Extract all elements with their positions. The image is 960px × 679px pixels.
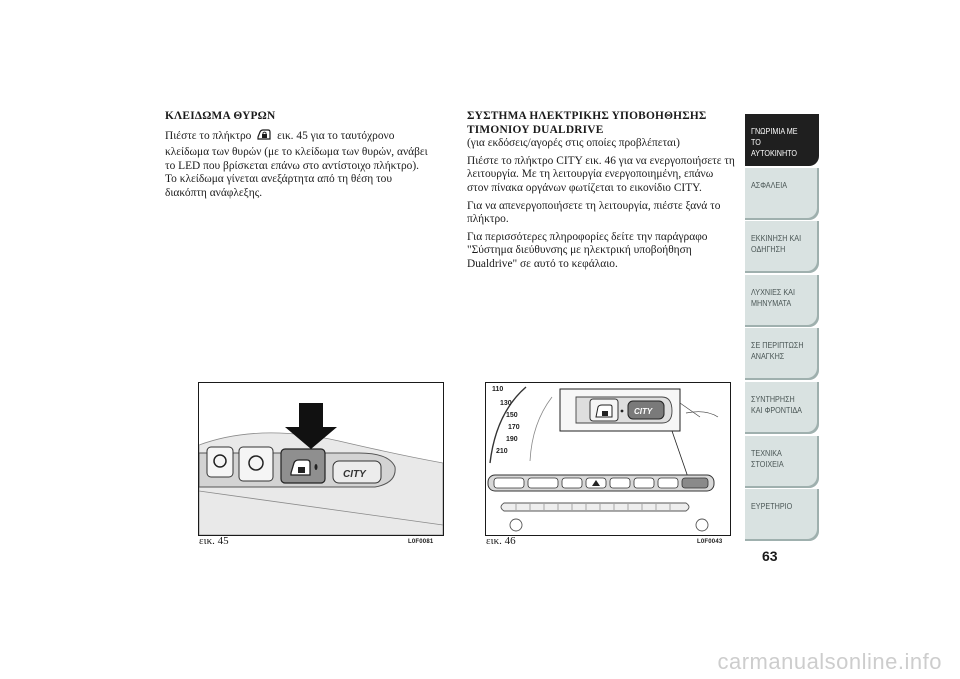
speedo-tick-110: 110	[492, 386, 504, 393]
speedo-tick-170: 170	[508, 424, 520, 431]
figure-46-caption: εικ. 46	[486, 535, 516, 547]
chapter-tab-technical-data[interactable]	[745, 436, 819, 488]
door-lock-text-before: Πιέστε το πλήκτρο	[165, 129, 252, 142]
chapter-tab-emergency[interactable]	[745, 328, 819, 380]
chapter-tab-warning-lights[interactable]	[745, 275, 819, 327]
chapter-tab-safety[interactable]	[745, 168, 819, 220]
chapter-tab-maintenance[interactable]	[745, 382, 819, 434]
dualdrive-paragraph-1: Πιέστε το πλήκτρο CITY εικ. 46 για να ενεργοποιήσετε τη λειτουργία. Με τη λειτουργία ενεργοποιημένη, επάνω στον πίνακα οργάνων φωτίζεται το εικονίδιο CITY.	[467, 154, 735, 194]
speedo-tick-190: 190	[506, 436, 518, 443]
chapter-tab-index[interactable]	[745, 489, 819, 541]
chapter-tabs	[745, 114, 819, 543]
figure-46-city-label: CITY	[634, 407, 653, 416]
figure-46-code: L0F0043	[697, 539, 723, 545]
door-lock-paragraph	[165, 128, 433, 201]
figure-45-code: L0F0081	[408, 539, 434, 545]
section-heading-dualdrive: ΣΥΣΤΗΜΑ ΗΛΕΚΤΡΙΚΗΣ ΥΠΟΒΟΗΘΗΣΗΣ ΤΙΜΟΝΙΟΥ DUALDRIVE	[467, 110, 707, 136]
dualdrive-paragraph-3: Για περισσότερες πληροφορίες δείτε την παράγραφο "Σύστημα διεύθυνσης με ηλεκτρική υποβοήθηση Dualdrive" σε αυτό το κεφάλαιο.	[467, 230, 708, 270]
dualdrive-subtitle: (για εκδόσεις/αγορές στις οποίες προβλέπεται)	[467, 137, 680, 150]
speedo-tick-130: 130	[500, 400, 512, 407]
chapter-tab-label: ΕΥΡΕΤΗΡΙΟ	[751, 501, 793, 512]
right-column	[467, 110, 735, 276]
figure-46-city-button	[485, 382, 731, 536]
chapter-tab-label: ΕΚΚΙΝΗΣΗ ΚΑΙ ΟΔΗΓΗΣΗ	[751, 233, 802, 255]
speedo-tick-210: 210	[496, 448, 508, 455]
page-number: 63	[762, 548, 778, 564]
figure-45-city-label: CITY	[343, 469, 366, 480]
door-lock-text-after: εικ. 45 για το ταυτόχρονο κλείδωμα των θυρών (με το κλείδωμα των θυρών, ανάβει το LED που βρίσκεται επάνω στο αντίστοιχο πλήκτρο). Το κλείδωμα γίνεται ανεξάρτητα από τη θέση του διακόπτη ανάφλεξης.	[165, 129, 428, 199]
figure-45-door-lock-button	[198, 382, 444, 536]
chapter-tab-label: ΤΕΧΝΙΚΑ ΣΤΟΙΧΕΙΑ	[751, 447, 784, 469]
chapter-tab-label: ΣΥΝΤΗΡΗΣΗ ΚΑΙ ΦΡΟΝΤΙΔΑ	[751, 393, 802, 415]
figure-45-caption: εικ. 45	[199, 535, 229, 547]
left-column	[165, 110, 433, 205]
dualdrive-paragraph-2: Για να απενεργοποιήσετε τη λειτουργία, πιέστε ξανά το πλήκτρο.	[467, 199, 721, 226]
section-heading-door-lock: ΚΛΕΙΔΩΜΑ ΘΥΡΩΝ	[165, 110, 276, 122]
chapter-tab-label: ΣΕ ΠΕΡΙΠΤΩΣΗ ΑΝΑΓΚΗΣ	[751, 340, 804, 362]
speedo-tick-150: 150	[506, 412, 518, 419]
chapter-tab-label: ΓΝΩΡΙΜΙΑ ΜΕ ΤΟ ΑΥΤΟΚΙΝΗΤΟ	[751, 126, 798, 158]
chapter-tab-label: ΛΥΧΝΙΕΣ ΚΑΙ ΜΗΝΥΜΑΤΑ	[751, 286, 795, 308]
chapter-tab-label: ΑΣΦΑΛΕΙΑ	[751, 179, 788, 190]
chapter-tab-getting-to-know[interactable]	[745, 114, 819, 166]
chapter-tab-starting-driving[interactable]	[745, 221, 819, 273]
watermark: carmanualsonline.info	[717, 649, 942, 674]
door-lock-icon	[256, 128, 272, 147]
